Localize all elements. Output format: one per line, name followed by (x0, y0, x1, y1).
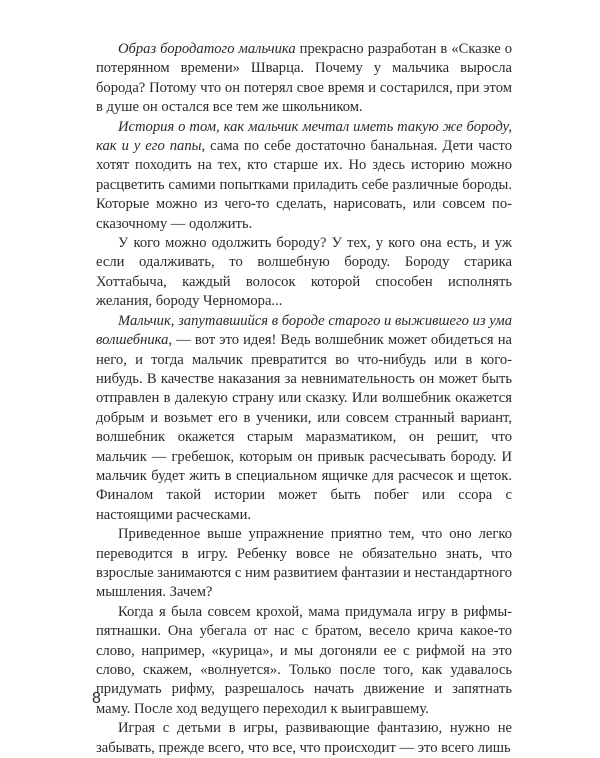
paragraph-7 (96, 719, 512, 758)
paragraph-6 (96, 603, 512, 719)
paragraph-4 (96, 312, 512, 525)
paragraph-2-text: , сама по себе достаточно банальная. Дети часто хотят походить на тех, кто старше их. Но здесь историю можно расцветить самими попытками приладить себе различные бороды. Которые можно из чего-то сделать, нарисовать, или совсем по-сказочному — одолжить. (96, 138, 512, 232)
paragraph-6-text: Когда я была совсем крохой, мама придумала игру в рифмы-пятнашки. Она убегала от нас с братом, весело крича какое-то слово, например, «курица», и мы догоняли ее с рифмой на это слово, скажем, «волнуется». Только после того, как удавалось придумать рифму, разрешалось начать движение и запятнать маму. После ход ведущего переходил к выигравшему. (96, 603, 512, 717)
paragraph-2 (96, 118, 512, 234)
paragraph-4-text: , — вот это идея! Ведь волшебник может обидеться на него, и тогда мальчик превратится во что-нибудь или в кого-нибудь. В качестве наказания за невнимательность он может быть отправлен в далекую страну или сказку. Или волшебник окажется добрым и возьмет его в ученики, или совсем странный вариант, волшебник окажется старым маразматиком, он решит, что мальчик — гребешок, которым он привык расчесывать бороду. И мальчик будет жить в специальном ящичке для расчесок и щеток. Финалом такой истории может быть побег или ссора с настоящими расческами. (96, 332, 512, 523)
paragraph-3 (96, 234, 512, 312)
paragraph-4-italic: Мальчик, запутавшийся в бороде старого и выжившего из ума волшебника (96, 312, 512, 349)
paragraph-7-text: Играя с детьми в игры, развивающие фантазию, нужно не забывать, прежде всего, что все, что происходит — это всего лишь (96, 720, 512, 756)
paragraph-3-text: У кого можно одолжить бороду? У тех, у кого она есть, и уж если одалживать, то волшебную бороду. Бороду старика Хоттабыча, каждый волосок которой способен исполнять желания, бороду Черномора... (96, 235, 512, 310)
page-number: 8 (92, 690, 101, 707)
paragraph-1-italic: Образ бородатого мальчика (118, 41, 296, 57)
paragraph-5 (96, 525, 512, 603)
paragraph-2-italic: История о том, как мальчик мечтал иметь такую же бороду, как и у его папы (96, 118, 512, 155)
page-body (96, 40, 512, 758)
paragraph-5-text: Приведенное выше упражнение приятно тем, что оно легко переводится в игру. Ребенку вовсе не обязательно знать, что взрослые занимаются с ним развитием фантазии и нестандартного мышления. Зачем? (96, 526, 512, 601)
paragraph-1-text: прекрасно разработан в «Сказке о потерянном времени» Шварца. Почему у мальчика выросла борода? Потому что он потерял свое время и состарился, при этом в душе он остался все тем же школьником. (96, 41, 512, 116)
paragraph-1 (96, 40, 512, 118)
